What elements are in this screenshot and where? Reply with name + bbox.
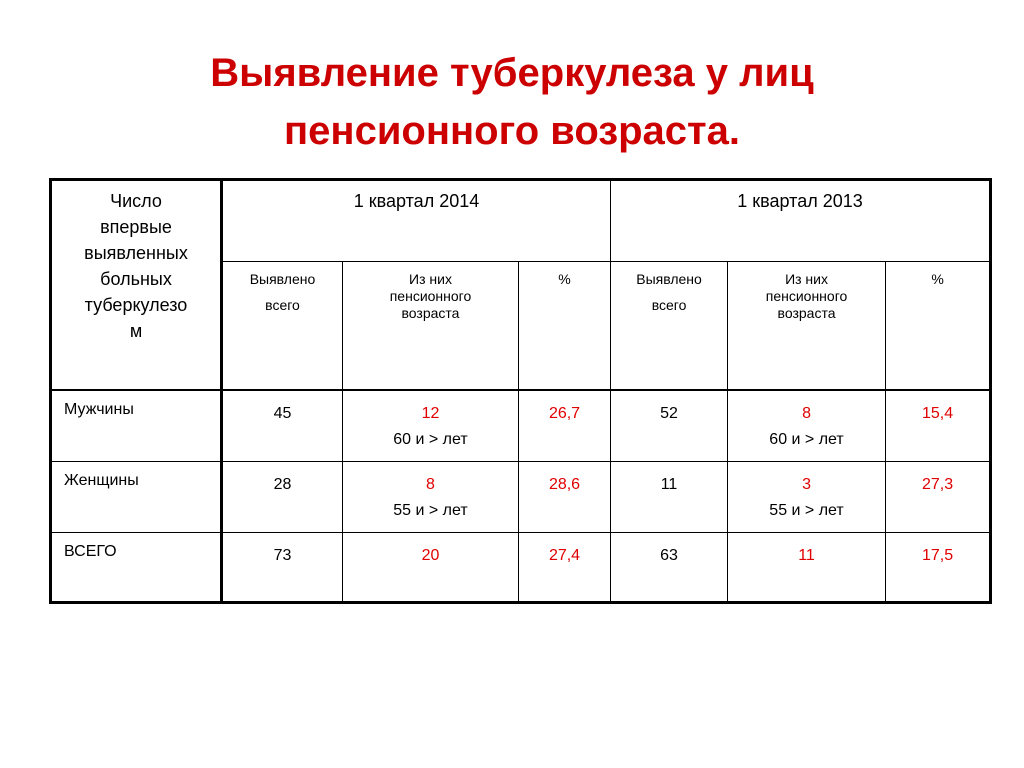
corner-line: туберкулезо [84, 295, 188, 315]
pension-count: 3 [802, 476, 811, 493]
subheader-line: возраста [401, 305, 460, 321]
total-2013: 63 [611, 533, 728, 603]
subheader-line: Выявлено [249, 271, 316, 287]
title-line-2: пенсионного возраста. [284, 109, 740, 153]
subheader-line: Из них [785, 271, 828, 287]
pension-note: 55 и > лет [769, 502, 844, 519]
row-label: Мужчины [51, 390, 222, 462]
total-2014: 28 [222, 462, 343, 533]
pension-header-2014 [343, 262, 519, 391]
pension-2014 [343, 390, 519, 462]
tuberculosis-table [49, 178, 992, 604]
quarter-2013-header: 1 квартал 2013 [611, 180, 991, 262]
row-label: ВСЕГО [51, 533, 222, 603]
page-title [0, 44, 1024, 160]
total-2013: 11 [611, 462, 728, 533]
pension-header-2013 [728, 262, 886, 391]
percent-2013: 27,3 [886, 462, 991, 533]
pension-note: 55 и > лет [393, 502, 468, 519]
corner-line: впервые [100, 217, 172, 237]
header-row [51, 180, 991, 262]
subheader-line: Выявлено [636, 271, 702, 287]
subheader-line: пенсионного [765, 288, 848, 304]
pension-2014 [343, 462, 519, 533]
title-line-1: Выявление туберкулеза у лиц [210, 51, 814, 95]
corner-line: м [129, 321, 143, 341]
percent-header-2014: % [519, 262, 611, 391]
total-2014: 45 [222, 390, 343, 462]
percent-2013: 17,5 [886, 533, 991, 603]
table-row-total [51, 533, 991, 603]
pension-count: 12 [421, 405, 440, 422]
percent-2013: 15,4 [886, 390, 991, 462]
corner-line: больных [100, 269, 172, 289]
percent-2014: 28,6 [519, 462, 611, 533]
pension-2013 [728, 390, 886, 462]
pension-count: 8 [426, 476, 435, 493]
subheader-line: Из них [409, 271, 452, 287]
corner-line: выявленных [84, 243, 188, 263]
pension-note: 60 и > лет [769, 431, 844, 448]
corner-header-cell [51, 180, 222, 391]
corner-line: Число [110, 191, 162, 211]
percent-2014: 27,4 [519, 533, 611, 603]
pension-note: 60 и > лет [393, 431, 468, 448]
table-row [51, 390, 991, 462]
subheader-line: пенсионного [389, 288, 472, 304]
found-total-header-2014 [222, 262, 343, 391]
pension-2013 [728, 462, 886, 533]
total-2014: 73 [222, 533, 343, 603]
table-row [51, 462, 991, 533]
pension-2013: 11 [728, 533, 886, 603]
pension-2014: 20 [343, 533, 519, 603]
subheader-line: всего [651, 297, 687, 313]
found-total-header-2013 [611, 262, 728, 391]
quarter-2014-header: 1 квартал 2014 [222, 180, 611, 262]
total-2013: 52 [611, 390, 728, 462]
percent-header-2013: % [886, 262, 991, 391]
subheader-line: возраста [777, 305, 836, 321]
row-label: Женщины [51, 462, 222, 533]
subheader-line: всего [265, 297, 300, 313]
pension-count: 8 [802, 405, 811, 422]
percent-2014: 26,7 [519, 390, 611, 462]
